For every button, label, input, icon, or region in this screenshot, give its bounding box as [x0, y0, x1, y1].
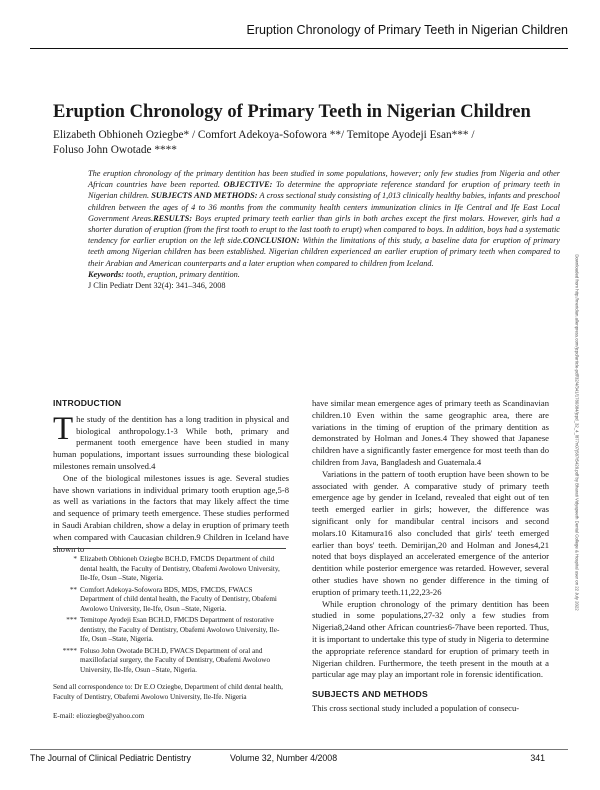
right-paragraph-4: This cross sectional study included a population of consecu- [312, 702, 520, 713]
citation: J Clin Pediatr Dent 32(4): 341–346, 2008 [88, 281, 226, 291]
intro-paragraph-2: One of the biological milestones issues is age. Several studies have shown variations in individual primary tooth eruption age,5-8 as well as variations in the factors that may likely affect the time and sequence of primary teeth emergence. These studies performed in Saudi Arabian children, show a delay in eruption of primary teeth when compared with Caucasian children.9 Children in Iceland have shown to [53, 472, 289, 554]
page-number: 341 [530, 753, 545, 763]
abstract-conclusion: Within the limitations of this study, a baseline data for eruption of primary teeth among Nigerian children has been established. Nigerian children experienced an earlier eruption of primary teeth when compared to their Arabian and American counterparts and a later eruption when compared to children from Iceland. [88, 236, 560, 268]
notes-divider [53, 548, 286, 549]
download-notice: Downloaded from http://meridian.allenpress.com/jcpd/article-pdf/32/4/341/1780384/jcpd_32_4_l877n07j587t5420.pdf by Bharati Vidyapeeth Dental College & Hospital user on 22 July 2022 [574, 254, 580, 611]
objective-label: OBJECTIVE: [223, 180, 273, 190]
right-column [312, 398, 549, 715]
author-note: * Elizabeth Obhioneh Oziegbe BCH.D, FMCDS Department of child dental health, the Faculty of Dentistry, Obafemi Awolowo University, Ile-Ife, Osun –State, Nigeria. [73, 555, 280, 582]
abstract-objective: To determine the appropriate reference standard for eruption of primary teeth in Nigerian children. [88, 180, 560, 201]
author-note: **** Foluso John Owotade BCH.D, FWACS Department of oral and maxillofacial surgery, the Faculty of Dentistry, Obafemi Awolowo University, Ile-Ife, Osun –State, Nigeria. [62, 646, 271, 674]
download-notice-sidebar [574, 100, 585, 790]
keywords-label: Keywords: [88, 269, 124, 279]
journal-name: The Journal of Clinical Pediatric Dentistry [30, 753, 191, 763]
conclusion-label: CONCLUSION: [242, 236, 300, 246]
abstract-subjects: A cross sectional study consisting of 1,013 clinically healthy babies, infants and preschool children between the ages of 4 to 36 months from the community health centers immunization clinics in Ife Central and Ife East Local Government Areas. [88, 191, 560, 223]
keywords: tooth, eruption, primary dentition. [123, 269, 240, 279]
running-title: Eruption Chronology of Primary Teeth in Nigerian Children [246, 23, 568, 37]
running-header [30, 10, 568, 49]
intro-p1-text: he study of the dentition has a long tradition in physical and biological anthropology.1-3 While both, primary and permanent tooth emergence have been studied in many human populations, important issues surrounding these biological milestones remain unsolved.4 [53, 413, 289, 471]
volume-info: Volume 32, Number 4/2008 [230, 753, 338, 763]
author-notes [53, 548, 286, 722]
author-note: *** Temitope Ayodeji Esan BCH.D, FMCDS Department of restorative dentistry, the Faculty of Dentistry, Obafemi Awolowo University, Ile-Ife, Osun –State, Nigeria. [66, 616, 280, 643]
authors-line-2: Foluso John Owotade **** [53, 144, 177, 156]
intro-paragraph-1 [53, 410, 289, 473]
correspondence-note: Send all correspondence to: Dr E.O Oziegbe, Department of child dental health, Faculty of Dentistry, Obafemi Awolowo University, Ile-Ife. Nigeria [53, 683, 283, 701]
subjects-methods-heading: SUBJECTS AND METHODS [312, 689, 428, 700]
author-note: ** Comfort Adekoya-Sofowora BDS, MDS, FMCDS, FWACS Department of child dental health, the Faculty of Dentistry, Obafemi Awolowo University, Ile-Ife, Osun –State, Nigeria. [69, 585, 277, 613]
drop-cap: T [53, 410, 74, 447]
right-paragraph-2: Variations in the pattern of tooth eruption have been shown to be associated with gender. A comparative study of primary teeth emergence age by gender in Iceland, revealed that eight out of ten teeth emerged earlier in girls; however, the difference was significant only for mandibular central incisors and second molars.10 Kitamura16 also concluded that girls' teeth emerged earlier than boys' teeth. Demirijan,20 and Holman and Jones4,21 noted that boys displayed an accelerated emergence of the anterior dentition while posterior emergence was retarded. However, several other studies have shown no gender difference in the timing of eruption of primary teeth.11,22,23-26 [312, 468, 549, 597]
author-list [53, 128, 563, 158]
email-line[interactable]: E-mail: elioziegbe@yahoo.com [53, 712, 145, 720]
left-column [53, 398, 289, 555]
subjects-methods-label: SUBJECTS AND METHODS: [151, 191, 258, 201]
abstract-intro: The eruption chronology of the primary dentition has been studied in some populations, however; only few studies from Nigeria and other African countries have been reported. [88, 169, 560, 190]
article-title: Eruption Chronology of Primary Teeth in Nigerian Children [53, 102, 531, 122]
results-label: RESULTS: [153, 213, 193, 223]
right-paragraph-1: have similar mean emergence ages of primary teeth as Scandinavian children.10 Even within the same geographic area, there are variations in the timing of eruption of the primary dentition as demonstrated by Holman and Jones.4 They showed that Japanese children have a significantly faster emergence for most teeth than do children from Java, Bangladesh and Guatemala.4 [312, 398, 549, 467]
abstract-results: Boys erupted primary teeth earlier than girls in both arches except the first molars. However, girls had a shorter duration of eruption (from the first tooth to erupt to the last tooth to erupt) when compared to boys. In addition, boys had a systematic tendency for earlier eruption on the left side. [88, 213, 560, 246]
right-paragraph-3: While eruption chronology of the primary dentition has been studied in some populations,27-32 only a few studies from Nigeria8,24and other African countries6-7have been reported. Thus, it is important to undertake this type of study in Nigeria to determine the appropriate reference standard for eruption of primary teeth in Nigerian children. Furthermore, the teeth present in the mouth at a particular age may play an important role in forensic identification. [312, 598, 549, 680]
footer-divider [30, 749, 568, 750]
abstract [88, 168, 560, 291]
introduction-heading: INTRODUCTION [53, 398, 122, 408]
authors-line-1: Elizabeth Obhioneh Oziegbe* / Comfort Adekoya-Sofowora **/ Temitope Ayodeji Esan*** / [53, 129, 475, 141]
